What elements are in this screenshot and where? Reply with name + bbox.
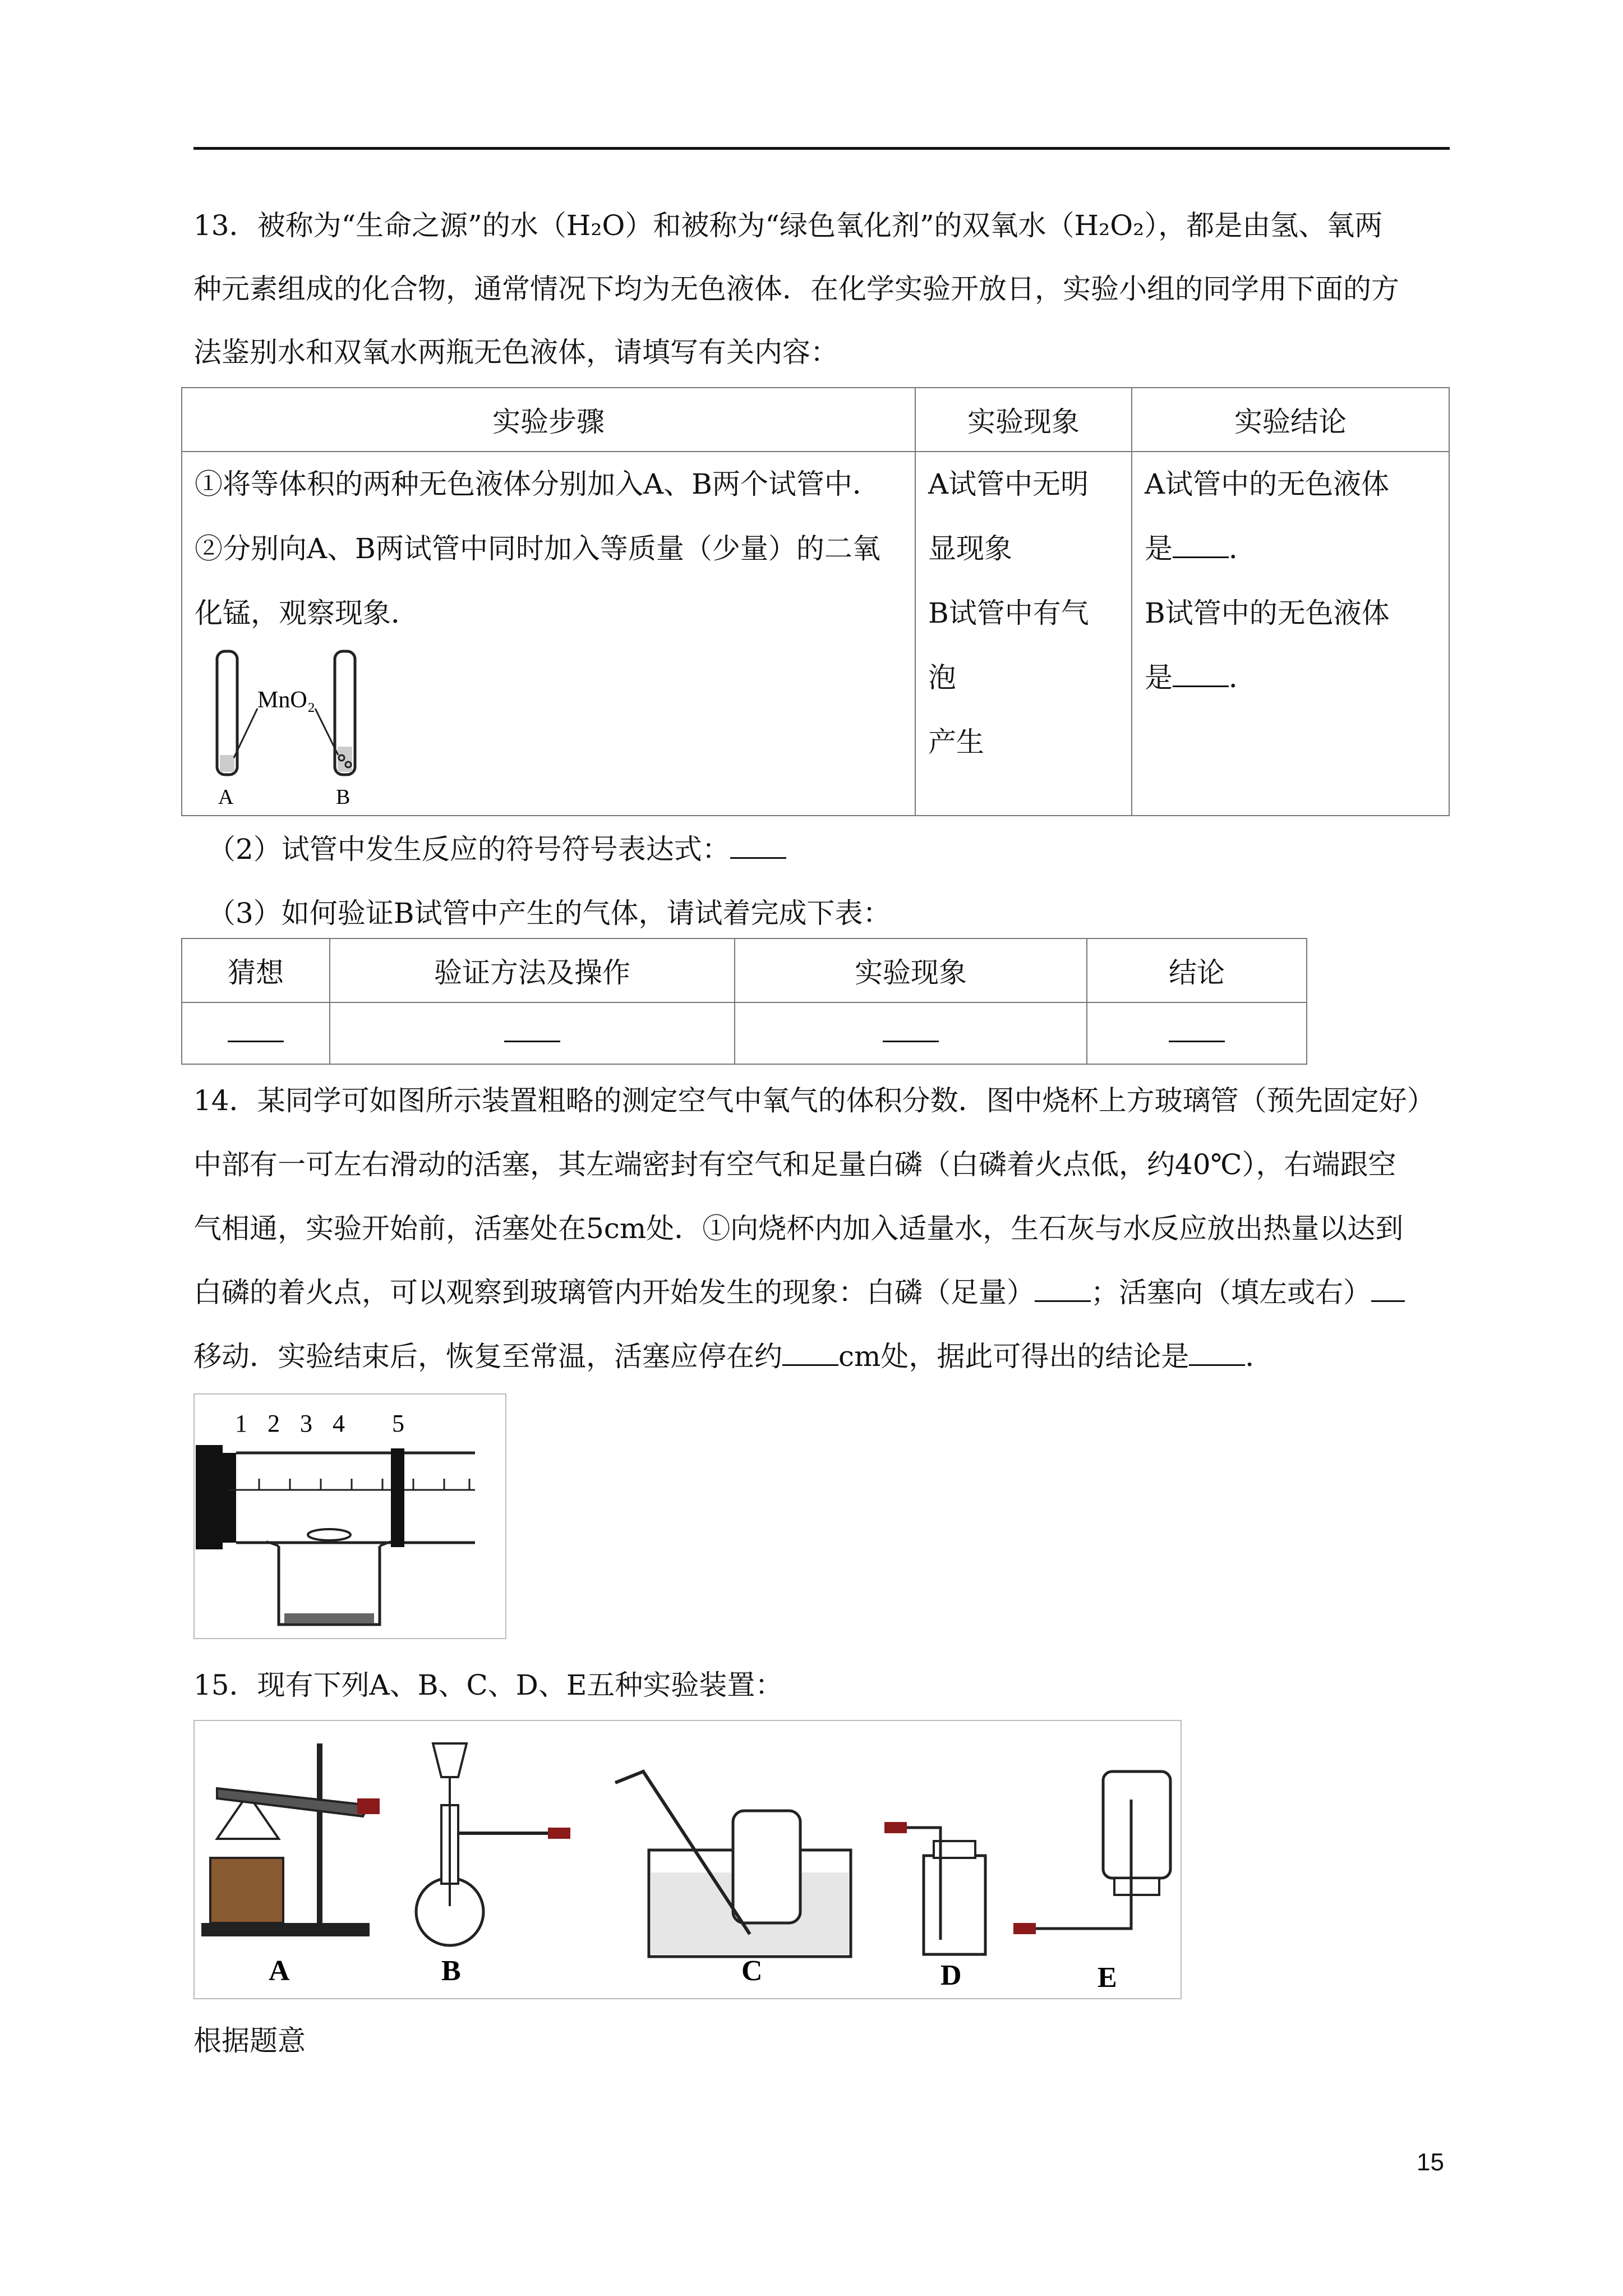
conclusion-cell [1132, 452, 1449, 816]
q15-line2: 根据题意 [193, 2024, 306, 2057]
verification-table [181, 938, 1307, 1065]
phenomenon-line: 泡 [928, 661, 956, 694]
answer-blank[interactable] [1189, 1364, 1245, 1366]
apparatus-c-label: C [741, 1955, 763, 1987]
page-number: 15 [1417, 2148, 1444, 2176]
q15-line1: 15．现有下列A、B、C、D、E五种实验装置： [193, 1669, 783, 1701]
lab-apparatus-figure [193, 1720, 1182, 1999]
steps-cell [182, 452, 915, 816]
phosphorus-apparatus-figure [193, 1393, 506, 1639]
test-tubes-figure [195, 646, 385, 808]
q13-line3: 法鉴别水和双氧水两瓶无色液体，请填写有关内容： [193, 336, 838, 369]
apparatus-d-label: D [940, 1959, 962, 1991]
q13-line2: 种元素组成的化合物，通常情况下均为无色液体．在化学实验开放日，实验小组的同学用下面的方 [193, 273, 1399, 305]
apparatus-b-label: B [441, 1955, 461, 1987]
header-result: 结论 [1087, 938, 1307, 1002]
q13-part2: （2）试管中发生反应的符号符号表达式： [208, 832, 786, 866]
answer-blank[interactable] [730, 857, 786, 859]
q14-line5: 移动．实验结束后，恢复至常温，活塞应停在约 cm处，据此可得出的结论是 ． [193, 1340, 1274, 1373]
step-1: ①将等体积的两种无色液体分别加入A、B两个试管中． [195, 468, 880, 500]
answer-blank[interactable] [1173, 556, 1229, 558]
scale-label: 4 [333, 1410, 345, 1437]
answer-blank[interactable] [1169, 1040, 1225, 1042]
conclusion-a-answer: 是 ． [1145, 532, 1257, 565]
blank-cell [1087, 1002, 1307, 1064]
header-phenomenon: 实验现象 [735, 938, 1087, 1002]
mno2-label: MnO₂ [257, 687, 316, 713]
header-steps: 实验步骤 [182, 388, 915, 452]
blank-cell [330, 1002, 735, 1064]
experiment-table [181, 387, 1450, 816]
blank-cell [182, 1002, 330, 1064]
conclusion-b-answer: 是 ． [1145, 661, 1257, 694]
header-guess: 猜想 [182, 938, 330, 1002]
phenomenon-line: 产生 [928, 726, 984, 758]
answer-blank[interactable] [1371, 1300, 1405, 1302]
header-method: 验证方法及操作 [330, 938, 735, 1002]
phenomenon-line: A试管中无明 [928, 468, 1089, 500]
conclusion-b: B试管中的无色液体 [1145, 597, 1390, 629]
conclusion-a: A试管中的无色液体 [1145, 468, 1390, 500]
phenomenon-line: 显现象 [928, 532, 1012, 565]
step-2: ②分别向A、B两试管中同时加入等质量（少量）的二氧 [195, 532, 880, 565]
scale-label: 5 [392, 1410, 404, 1437]
phenomena-cell [915, 452, 1132, 816]
scale-label: 3 [300, 1410, 312, 1437]
answer-blank[interactable] [782, 1364, 838, 1366]
header-conclusion: 实验结论 [1132, 388, 1449, 452]
scale-label: 1 [235, 1410, 247, 1437]
step-2-cont: 化锰，观察现象． [195, 597, 419, 629]
q13-line1: 13．被称为“生命之源”的水（H₂O）和被称为“绿色氧化剂”的双氧水（H₂O₂），都是由氢、氧两 [193, 209, 1383, 242]
apparatus-a-label: A [269, 1955, 290, 1987]
blank-cell [735, 1002, 1087, 1064]
q14-line1: 14．某同学可如图所示装置粗略的测定空气中氧气的体积分数．图中烧杯上方玻璃管（预先固定好） [193, 1084, 1435, 1117]
tube-a-label: A [218, 785, 234, 808]
answer-blank[interactable] [883, 1040, 939, 1042]
q14-line2: 中部有一可左右滑动的活塞，其左端密封有空气和足量白磷（白磷着火点低，约40℃），右端跟空 [193, 1148, 1396, 1181]
phenomenon-line: B试管中有气 [928, 597, 1089, 629]
q13-part3: （3）如何验证B试管中产生的气体，请试着完成下表： [208, 897, 891, 930]
tube-b-label: B [336, 785, 351, 808]
q14-line4: 白磷的着火点，可以观察到玻璃管内开始发生的现象：白磷（足量） ；活塞向（填左或右） [193, 1276, 1405, 1309]
header-phenomena: 实验现象 [915, 388, 1132, 452]
header-rule [193, 147, 1450, 150]
q14-line3: 气相通，实验开始前，活塞处在5cm处．①向烧杯内加入适量水，生石灰与水反应放出热量以达到 [193, 1212, 1404, 1245]
apparatus-e-label: E [1098, 1962, 1117, 1994]
scale-label: 2 [268, 1410, 280, 1437]
answer-blank[interactable] [1035, 1300, 1091, 1302]
answer-blank[interactable] [504, 1040, 560, 1042]
answer-blank[interactable] [1173, 685, 1229, 687]
answer-blank[interactable] [228, 1040, 284, 1042]
